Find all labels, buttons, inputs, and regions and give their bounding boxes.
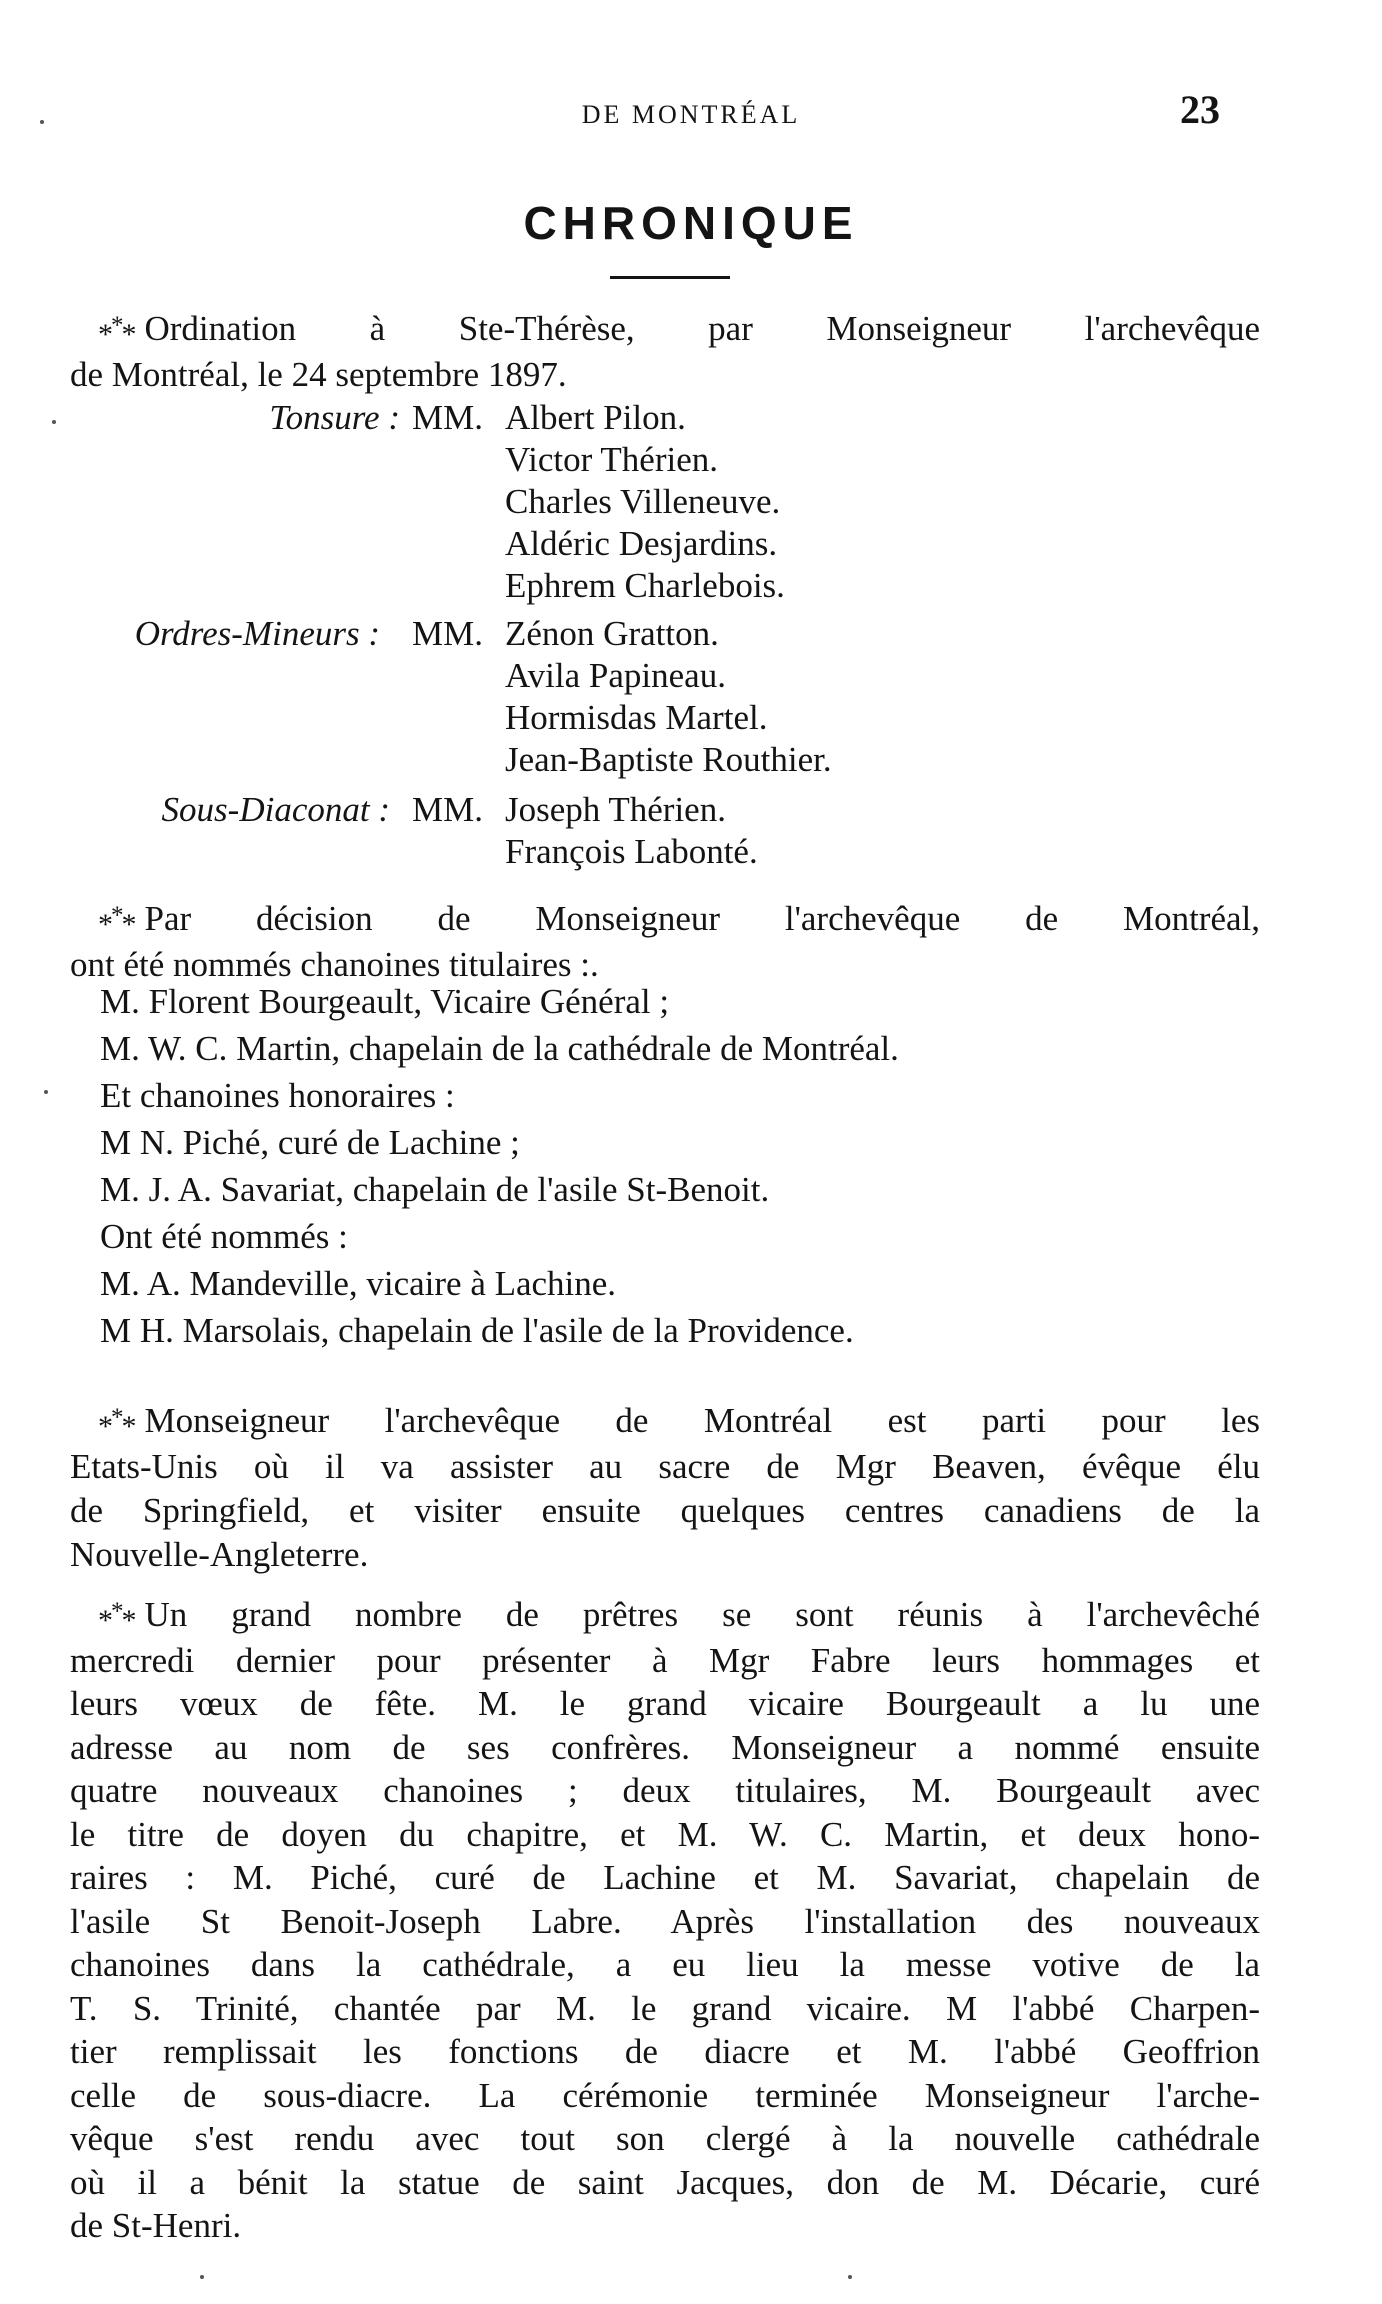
ordinand-name: Joseph Thérien. — [505, 790, 726, 829]
appointment-line: Ont été nommés : — [100, 1217, 348, 1256]
travel-line: Nouvelle-Angleterre. — [70, 1535, 369, 1574]
appointment-line: M. W. C. Martin, chapelain de la cathédrale de Montréal. — [100, 1029, 899, 1068]
nominations-intro — [70, 890, 1260, 987]
ceremony-line: où il a bénit la statue de saint Jacques, don de M. Décarie, curé — [70, 2162, 1260, 2202]
scan-speck — [40, 120, 44, 124]
ordinand-name: Aldéric Desjardins. — [505, 524, 778, 563]
ceremony-line: tier remplissait les fonctions de diacre et M. l'abbé Geoffrion — [70, 2032, 1260, 2071]
ordinand-name: Albert Pilon. — [505, 398, 686, 437]
group-mm: MM. — [412, 398, 483, 437]
ceremony-line: T. S. Trinité, chantée par M. le grand vicaire. M l'abbé Charpen- — [70, 1988, 1260, 2028]
ceremony-line: adresse au nom de ses confrères. Monseigneur a nommé ensuite — [70, 1727, 1260, 1767]
ordination-intro — [70, 300, 1260, 397]
travel-line: *** Monseigneur l'archevêque de Montréal est parti pour les — [98, 1401, 1260, 1443]
group-label: Ordres-Mineurs : — [134, 614, 380, 653]
ceremony-line: l'asile St Benoit-Joseph Labre. Après l'installation des nouveaux — [70, 1901, 1260, 1941]
asterism-ornament: *** — [98, 312, 135, 351]
ceremony-line: le titre de doyen du chapitre, et M. W. C. Martin, et deux hono- — [70, 1814, 1260, 1854]
nominations-intro-line-1: *** Par décision de Monseigneur l'archevêque de Montréal, — [98, 899, 1260, 941]
ceremony-line: chanoines dans la cathédrale, a eu lieu la messe votive de la — [70, 1945, 1260, 1984]
title-rule — [610, 276, 730, 279]
travel-paragraph — [70, 1392, 1260, 1577]
ordinand-name: Jean-Baptiste Routhier. — [505, 740, 832, 779]
appointment-line: M N. Piché, curé de Lachine ; — [100, 1123, 520, 1162]
ceremony-line: vêque s'est rendu avec tout son clergé à la nouvelle cathédrale — [70, 2119, 1260, 2158]
ceremony-line: celle de sous-diacre. La cérémonie terminée Monseigneur l'arche- — [70, 2075, 1260, 2115]
ceremony-line: *** Un grand nombre de prêtres se sont réunis à l'archevêché — [98, 1595, 1260, 1637]
scan-speck — [848, 2275, 852, 2279]
group-label: Tonsure : — [269, 398, 400, 437]
scan-speck — [200, 2275, 204, 2279]
travel-line: Etats-Unis où il va assister au sacre de Mgr Beaven, évêque élu — [70, 1447, 1260, 1486]
travel-line: de Springfield, et visiter ensuite quelques centres canadiens de la — [70, 1491, 1260, 1530]
ceremony-line: quatre nouveaux chanoines ; deux titulaires, M. Bourgeault avec — [70, 1771, 1260, 1810]
appointment-line: M. A. Mandeville, vicaire à Lachine. — [100, 1264, 617, 1303]
ordinand-name: Hormisdas Martel. — [505, 698, 768, 737]
ordinand-name: Zénon Gratton. — [505, 614, 719, 653]
ceremony-line: de St-Henri. — [70, 2206, 242, 2245]
ordination-intro-line-1: *** Ordination à Ste-Thérèse, par Monseigneur l'archevêque — [98, 309, 1260, 351]
asterism-ornament: *** — [98, 1598, 135, 1637]
running-head: DE MONTRÉAL — [581, 100, 801, 129]
appointment-line: M H. Marsolais, chapelain de l'asile de la Providence. — [100, 1311, 854, 1350]
group-mm: MM. — [412, 790, 483, 829]
group-label: Sous-Diaconat : — [161, 790, 390, 829]
group-mm: MM. — [412, 614, 483, 653]
nominations-intro-line-2: ont été nommés chanoines titulaires :. — [70, 945, 599, 984]
scan-speck — [52, 420, 56, 424]
ordinand-name: François Labonté. — [505, 832, 758, 871]
appointment-line: Et chanoines honoraires : — [100, 1076, 455, 1115]
scan-speck — [44, 1090, 48, 1094]
ordinand-name: Charles Villeneuve. — [505, 482, 781, 521]
ordinand-name: Avila Papineau. — [505, 656, 726, 695]
ordinand-name: Ephrem Charlebois. — [505, 566, 785, 605]
appointment-line: M. Florent Bourgeault, Vicaire Général ; — [100, 982, 670, 1021]
ceremony-paragraph — [70, 1586, 1260, 2248]
asterism-ornament: *** — [98, 902, 135, 941]
ceremony-line: raires : M. Piché, curé de Lachine et M. Savariat, chapelain de — [70, 1858, 1260, 1897]
ceremony-line: mercredi dernier pour présenter à Mgr Fabre leurs hommages et — [70, 1640, 1260, 1680]
asterism-ornament: *** — [98, 1404, 135, 1443]
ordinand-name: Victor Thérien. — [505, 440, 719, 479]
ceremony-line: leurs vœux de fête. M. le grand vicaire Bourgeault a lu une — [70, 1684, 1260, 1723]
appointment-line: M. J. A. Savariat, chapelain de l'asile St-Benoit. — [100, 1170, 770, 1209]
section-title: CHRONIQUE — [523, 197, 859, 249]
ordination-intro-line-2: de Montréal, le 24 septembre 1897. — [70, 355, 567, 394]
page-number: 23 — [1180, 87, 1220, 132]
